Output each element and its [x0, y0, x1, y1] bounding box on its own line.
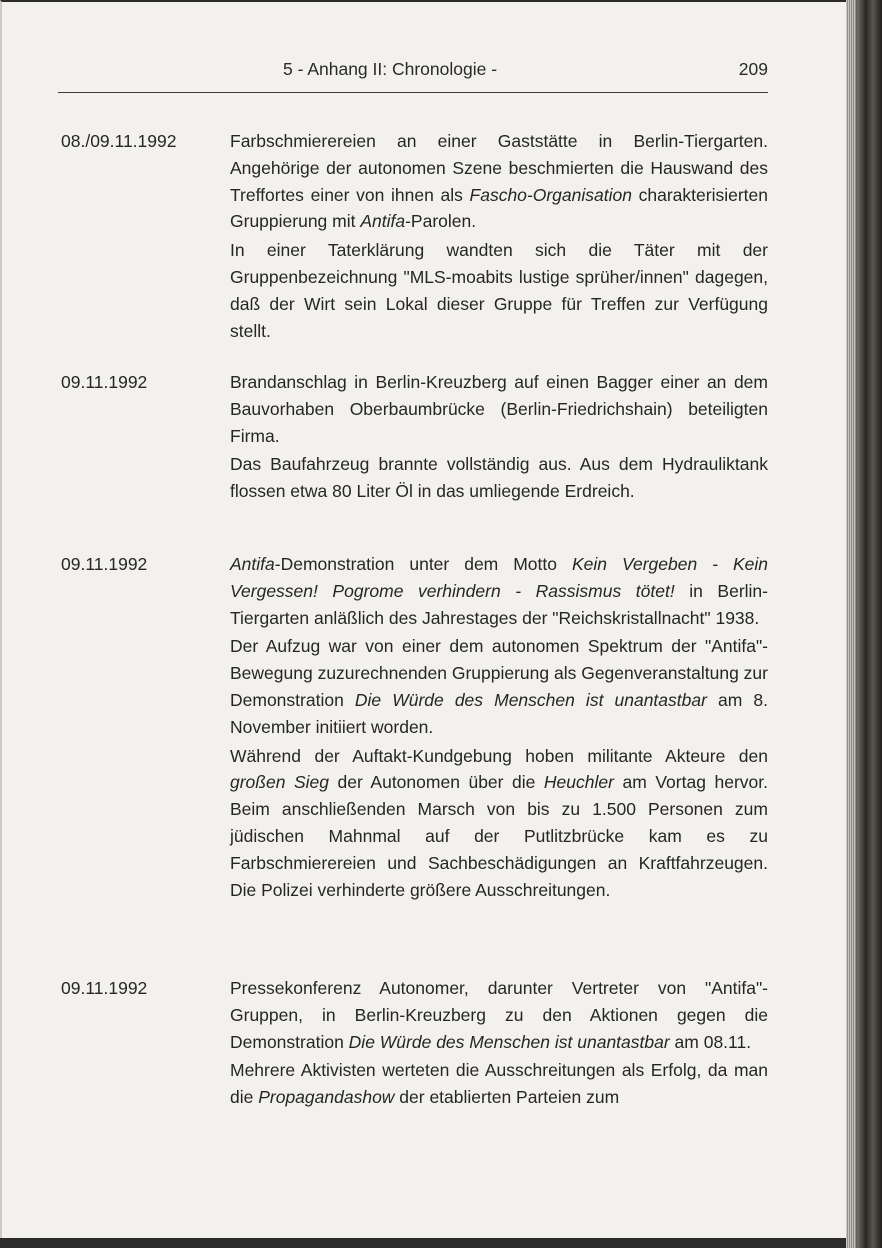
italic-text: Kein Vergeben - Kein Vergessen! Pogrome verhindern - Rassismus tötet! — [230, 554, 769, 601]
text-run: der Autonomen über die — [329, 772, 544, 793]
entry-paragraph — [230, 1057, 768, 1111]
entry-text — [230, 975, 768, 1113]
page-header — [58, 52, 768, 93]
page-number: 209 — [738, 59, 768, 79]
entry-date: 09.11.1992 — [61, 554, 148, 574]
italic-text: Heuchler — [543, 772, 614, 793]
entry-paragraph — [230, 633, 768, 740]
page-bottom-edge — [0, 1238, 846, 1248]
italic-text: Antifa — [360, 211, 406, 232]
entry-date: 08./09.11.1992 — [61, 131, 177, 151]
text-run: charakterisierten Gruppierung mit — [230, 184, 768, 232]
italic-text: Die Würde des Menschen ist unantastbar — [348, 1031, 670, 1052]
text-run: in Berlin-Tiergarten anläßlich des Jahrestages der "Reichskristallnacht" 1938. — [230, 580, 768, 628]
running-title: 5 - Anhang II: Chronologie - — [283, 59, 498, 79]
italic-text: Antifa — [230, 554, 275, 574]
text-run: Farbschmierereien an einer Gaststätte in Berlin-Tiergarten. Angehörige der autonomen Szene beschmierten die Hauswand des Treffortes einer von ihnen als — [230, 131, 768, 205]
italic-text: großen Sieg — [230, 772, 330, 793]
text-run: Während der Auftakt-Kundgebung hoben militante Akteure den — [230, 745, 768, 766]
text-run: In einer Taterklärung wandten sich die Täter mit der Gruppenbezeichnung "MLS-moabits lustige sprüher/innen" dagegen, daß der Wirt sein Lokal dieser Gruppe für Treffen zur Verfügung stellt. — [230, 240, 768, 341]
italic-text: Fascho-Organisation — [469, 184, 632, 205]
entry-date: 09.11.1992 — [61, 978, 148, 998]
entry-paragraph — [230, 369, 768, 449]
entry-paragraph — [230, 975, 768, 1055]
italic-text: Propagandashow — [258, 1087, 395, 1108]
entry-paragraph — [230, 128, 768, 235]
entry-paragraph — [230, 743, 768, 904]
text-run: am 8. November initiiert worden. — [230, 689, 768, 737]
text-run: der etablierten Parteien zum — [394, 1087, 620, 1108]
italic-text: Die Würde des Menschen ist unantastbar — [354, 689, 707, 710]
text-run: Der Aufzug war von einer dem autonomen Spektrum der "Antifa"-Bewegung zuzurechnenden Gruppierung als Gegenveranstaltung zur Demonstration — [230, 636, 768, 710]
text-run: Das Baufahrzeug brannte vollständig aus. Aus dem Hydrauliktank flossen etwa 80 Liter Öl in das umliegende Erdreich. — [230, 454, 768, 502]
text-run: am 08.11. — [669, 1031, 752, 1052]
entry-paragraph — [230, 451, 768, 505]
entry-paragraph — [230, 237, 768, 344]
entry-date: 09.11.1992 — [61, 372, 148, 392]
entry-text — [230, 551, 768, 905]
entry-text — [230, 369, 768, 507]
entry-text — [230, 128, 768, 346]
text-run: am Vortag hervor. Beim anschließenden Marsch von bis zu 1.500 Personen zum jüdischen Mahnmal auf der Putlitzbrücke kam es zu Farbschmierereien und Sachbeschädigungen an Kraftfahrzeugen. Die Polizei verhinderte größere Ausschreitungen. — [230, 772, 768, 900]
text-run: Pressekonferenz Autonomer, darunter Vertreter von "Antifa"-Gruppen, in Berlin-Kreuzberg zu den Aktionen gegen die Demonstration — [230, 978, 768, 1052]
text-run: -Parolen. — [405, 211, 477, 232]
entry-paragraph — [230, 551, 768, 631]
book-spine — [846, 0, 882, 1248]
text-run: Brandanschlag in Berlin-Kreuzberg auf einen Bagger einer an dem Bauvorhaben Oberbaumbrücke (Berlin-Friedrichshain) beteiligten Firma. — [230, 372, 768, 446]
text-run: Mehrere Aktivisten werteten die Ausschreitungen als Erfolg, da man die — [230, 1060, 768, 1108]
text-run: -Demonstration unter dem Motto — [274, 554, 572, 574]
